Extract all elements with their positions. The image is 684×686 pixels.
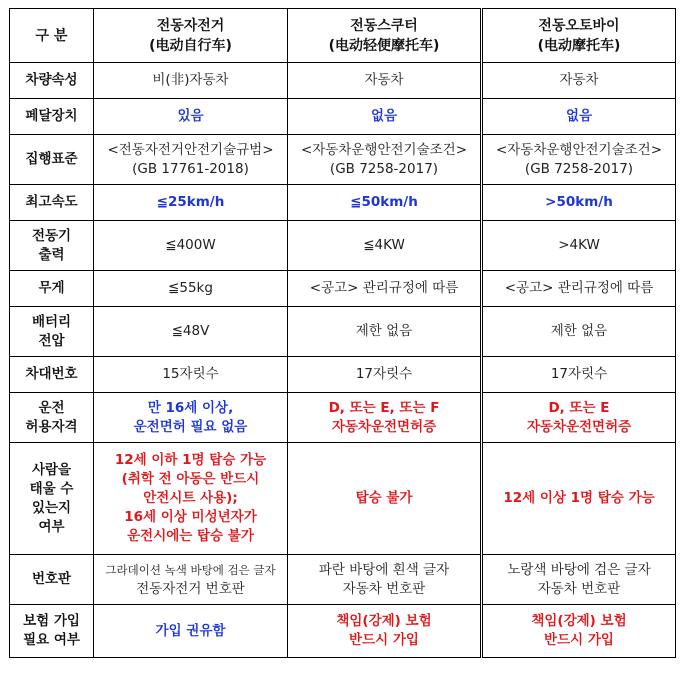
row-label: 사람을 태울 수 있는지 여부 (10, 443, 94, 555)
row-license (10, 393, 676, 443)
row-label: 무게 (10, 271, 94, 307)
cell-max-speed-1: ≦25km/h (94, 185, 288, 221)
cell-insurance-1: 가입 권유함 (94, 605, 288, 658)
cell-pedal-1: 있음 (94, 99, 288, 135)
cell-insurance-3: 책임(강제) 보험 반드시 가입 (482, 605, 676, 658)
cell-vehicle-type-1: 비(非)자동차 (94, 63, 288, 99)
cell-weight-3: <공고> 관리규정에 따름 (482, 271, 676, 307)
cell-passenger-1: 12세 이하 1명 탑승 가능 (취학 전 아동은 반드시 안전시트 사용); 16세 이상 미성년자가 운전시에는 탑승 불가 (94, 443, 288, 555)
cell-pedal-3: 없음 (482, 99, 676, 135)
header-e-scooter: 전동스쿠터 (电动轻便摩托车) (288, 9, 482, 63)
cell-passenger-3: 12세 이상 1명 탑승 가능 (482, 443, 676, 555)
row-label: 보험 가입 필요 여부 (10, 605, 94, 658)
cell-license-1: 만 16세 이상, 운전면허 필요 없음 (94, 393, 288, 443)
cell-plate-2: 파란 바탕에 흰색 글자 자동차 번호판 (288, 555, 482, 605)
cell-motor-power-2: ≦4KW (288, 221, 482, 271)
row-label: 번호판 (10, 555, 94, 605)
cell-license-2: D, 또는 E, 또는 F 자동차운전면허증 (288, 393, 482, 443)
cell-insurance-2: 책임(강제) 보험 반드시 가입 (288, 605, 482, 658)
row-label: 배터리 전압 (10, 307, 94, 357)
cell-motor-power-1: ≦400W (94, 221, 288, 271)
cell-weight-2: <공고> 관리규정에 따름 (288, 271, 482, 307)
cell-standard-1: <전동자전거안전기술규범> (GB 17761-2018) (94, 135, 288, 185)
row-pedal (10, 99, 676, 135)
cell-standard-3: <자동차운행안전기술조건> (GB 7258-2017) (482, 135, 676, 185)
cell-passenger-2: 탑승 불가 (288, 443, 482, 555)
row-battery-voltage (10, 307, 676, 357)
row-max-speed (10, 185, 676, 221)
cell-motor-power-3: >4KW (482, 221, 676, 271)
row-label: 최고속도 (10, 185, 94, 221)
cell-vin-2: 17자릿수 (288, 357, 482, 393)
cell-max-speed-2: ≦50km/h (288, 185, 482, 221)
row-label: 차량속성 (10, 63, 94, 99)
row-label: 페달장치 (10, 99, 94, 135)
row-standard (10, 135, 676, 185)
row-vehicle-type (10, 63, 676, 99)
cell-max-speed-3: >50km/h (482, 185, 676, 221)
cell-plate-1: 그라데이션 녹색 바탕에 검은 글자 전동자전거 번호판 (94, 555, 288, 605)
header-category: 구 분 (10, 9, 94, 63)
cell-battery-voltage-1: ≦48V (94, 307, 288, 357)
cell-vehicle-type-3: 자동차 (482, 63, 676, 99)
cell-vehicle-type-2: 자동차 (288, 63, 482, 99)
cell-vin-1: 15자릿수 (94, 357, 288, 393)
cell-vin-3: 17자릿수 (482, 357, 676, 393)
header-e-bicycle: 전동자전거 (电动自行车) (94, 9, 288, 63)
cell-battery-voltage-3: 제한 없음 (482, 307, 676, 357)
cell-standard-2: <자동차운행안전기술조건> (GB 7258-2017) (288, 135, 482, 185)
header-row (10, 9, 676, 63)
row-weight (10, 271, 676, 307)
row-passenger (10, 443, 676, 555)
row-label: 차대번호 (10, 357, 94, 393)
row-label: 집행표준 (10, 135, 94, 185)
row-motor-power (10, 221, 676, 271)
row-insurance (10, 605, 676, 658)
cell-license-3: D, 또는 E 자동차운전면허증 (482, 393, 676, 443)
cell-weight-1: ≦55kg (94, 271, 288, 307)
cell-pedal-2: 없음 (288, 99, 482, 135)
row-label: 전동기 출력 (10, 221, 94, 271)
cell-battery-voltage-2: 제한 없음 (288, 307, 482, 357)
header-e-motorcycle: 전동오토바이 (电动摩托车) (482, 9, 676, 63)
cell-plate-3: 노랑색 바탕에 검은 글자 자동차 번호판 (482, 555, 676, 605)
row-vin (10, 357, 676, 393)
comparison-table (9, 8, 676, 658)
row-plate (10, 555, 676, 605)
row-label: 운전 허용자격 (10, 393, 94, 443)
